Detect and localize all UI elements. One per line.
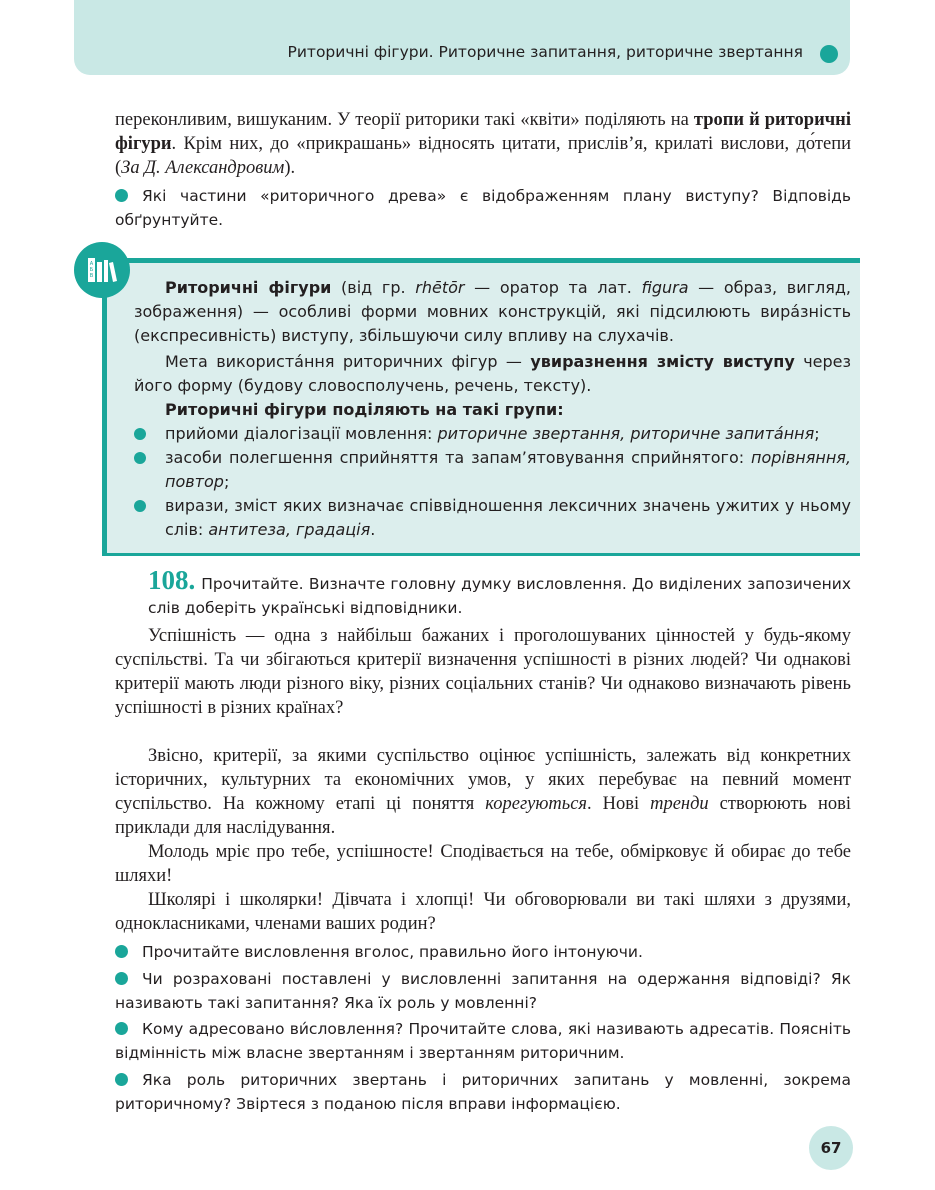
intro-text-3: ). — [284, 158, 296, 178]
theory-term: Риторичні фігури — [165, 278, 332, 297]
exercise-paragraph-3: Молодь мріє про тебе, успішносте! Сподівається на тебе, обмірковує й обирає до тебе шляхи! — [115, 842, 851, 886]
theory-groups-heading: Риторичні фігури поділяють на такі групи: — [165, 400, 564, 419]
highlighted-word: корегуються — [485, 794, 588, 814]
bullet-tail: . — [370, 520, 376, 539]
svg-text:А: А — [89, 261, 94, 267]
bullet-icon — [134, 500, 146, 512]
svg-text:В: В — [89, 273, 94, 279]
bullet-text: вирази, зміст яких визначає співвідношення лексичних значень ужитих у ньому слів: — [165, 496, 851, 539]
theory-text: (від гр. — [331, 278, 416, 297]
theory-text: — образ, вигляд, зображення) — особливі форми мовних конструкцій, які підсилюють вира́зність (експресивність) виступу, збільшуючи силу впливу на слухачів. — [134, 278, 852, 345]
exercise-task — [148, 565, 851, 620]
bullet-italic: порівняння, повтор — [165, 448, 851, 491]
bullet-icon — [115, 972, 128, 985]
question-text: Чи розраховані поставлені у висловленні запитання на одержання відповіді? Як називають такі запитання? Яка їх роль у мовленні? — [115, 970, 851, 1012]
bullet-text: прийоми діалогізації мовлення: — [165, 424, 438, 443]
running-header-title: Риторичні фігури. Риторичне запитання, риторичне звертання — [287, 43, 803, 61]
question-1 — [115, 940, 851, 964]
bullet-icon — [115, 945, 128, 958]
bullet-icon — [115, 1073, 128, 1086]
question-2 — [115, 967, 851, 1015]
exercise-text: Звісно, критерії, за якими суспільство оцінює успішність, залежать від конкретних історичних, культурних та економічних умов, у яких перебуває на певний момент суспільство. На кожному етапі ці поняття — [115, 746, 851, 814]
theory-bullet-2 — [134, 446, 851, 494]
theory-paragraph-2 — [134, 350, 851, 398]
page-number: 67 — [809, 1126, 853, 1170]
intro-text-2: . Крім них, до «прикрашань» відносять цитати, прислів’я, крилаті вислови, до́тепи ( — [115, 134, 851, 178]
theory-bullet-1 — [134, 422, 851, 446]
theory-text: — оратор та лат. — [464, 278, 642, 297]
books-icon — [74, 242, 130, 298]
question-text: Яка роль риторичних звертань і риторичних запитань у мовленні, зокрема риторичному? Звіртеся з поданою після вправи інформацією. — [115, 1071, 851, 1113]
intro-paragraph — [115, 108, 851, 180]
intro-bold-term: тропи й риторичні фігури — [115, 110, 851, 154]
bullet-italic: риторичне звертання, риторичне запита́ння — [437, 424, 815, 443]
question-top-text: Які частини «риторичного древа» є відображенням плану виступу? Відповідь обґрунтуйте. — [115, 187, 851, 229]
exercise-paragraph-2 — [115, 744, 851, 840]
theory-paragraph-1 — [134, 276, 851, 348]
question-3 — [115, 1017, 851, 1065]
intro-text-1: переконливим, вишуканим. У теорії риторики такі «квіти» поділяють на — [115, 110, 694, 130]
theory-paragraph-3 — [134, 398, 851, 422]
question-text: Кому адресовано ви́словлення? Прочитайте слова, які називають адресатів. Поясніть відмінність між власне звертанням і звертанням риторичним. — [115, 1020, 851, 1062]
theory-text: Мета використа́ння риторичних фігур — — [165, 352, 531, 371]
bullet-icon — [134, 428, 146, 440]
bullet-tail: ; — [814, 424, 820, 443]
theory-text: через його форму (будову словосполучень, речень, тексту). — [134, 352, 852, 395]
bullet-text: засоби полегшення сприйняття та запам’ятовування сприйнятого: — [165, 448, 751, 467]
svg-text:Б: Б — [89, 267, 94, 273]
bullet-tail: ; — [223, 472, 230, 491]
header-band — [74, 0, 850, 75]
exercise-paragraph-4: Школярі і школярки! Дівчата і хлопці! Чи обговорювали ви такі шляхи з друзями, однокласниками, членами ваших родин? — [115, 890, 851, 934]
bullet-icon — [115, 1022, 128, 1035]
theory-greek-word: rhētōr — [415, 278, 465, 297]
exercise-paragraph-1: Успішність — одна з найбільш бажаних і проголошуваних цінностей у будь-якому суспільстві. Та чи збігаються критерії визначення успішності в різних людей? Чи однакові критерії мають люди різного віку, різних соціальних станів? Чи однаково визначають рівень успішності в різних країнах? — [115, 626, 851, 718]
intro-source: За Д. Александровим — [121, 158, 285, 178]
question-top — [115, 184, 851, 232]
question-4 — [115, 1068, 851, 1116]
theory-latin-word: figura — [641, 278, 689, 297]
theory-bullet-3 — [134, 494, 851, 542]
header-dot-icon — [820, 45, 838, 63]
bullet-italic: антитеза, градація — [208, 520, 371, 539]
question-text: Прочитайте висловлення вголос, правильно його інтонуючи. — [142, 943, 643, 961]
bullet-icon — [115, 189, 128, 202]
exercise-text: створюють нові приклади для наслідування. — [115, 794, 851, 838]
exercise-text: . Нові — [587, 794, 651, 814]
highlighted-word: тренди — [650, 794, 709, 814]
bullet-icon — [134, 452, 146, 464]
theory-bold-phrase: увиразнення змісту виступу — [530, 352, 795, 371]
exercise-task-text: Прочитайте. Визначте головну думку висловлення. До виділених запозичених слів доберіть українські відповідники. — [148, 575, 851, 617]
exercise-number: 108. — [148, 565, 196, 595]
